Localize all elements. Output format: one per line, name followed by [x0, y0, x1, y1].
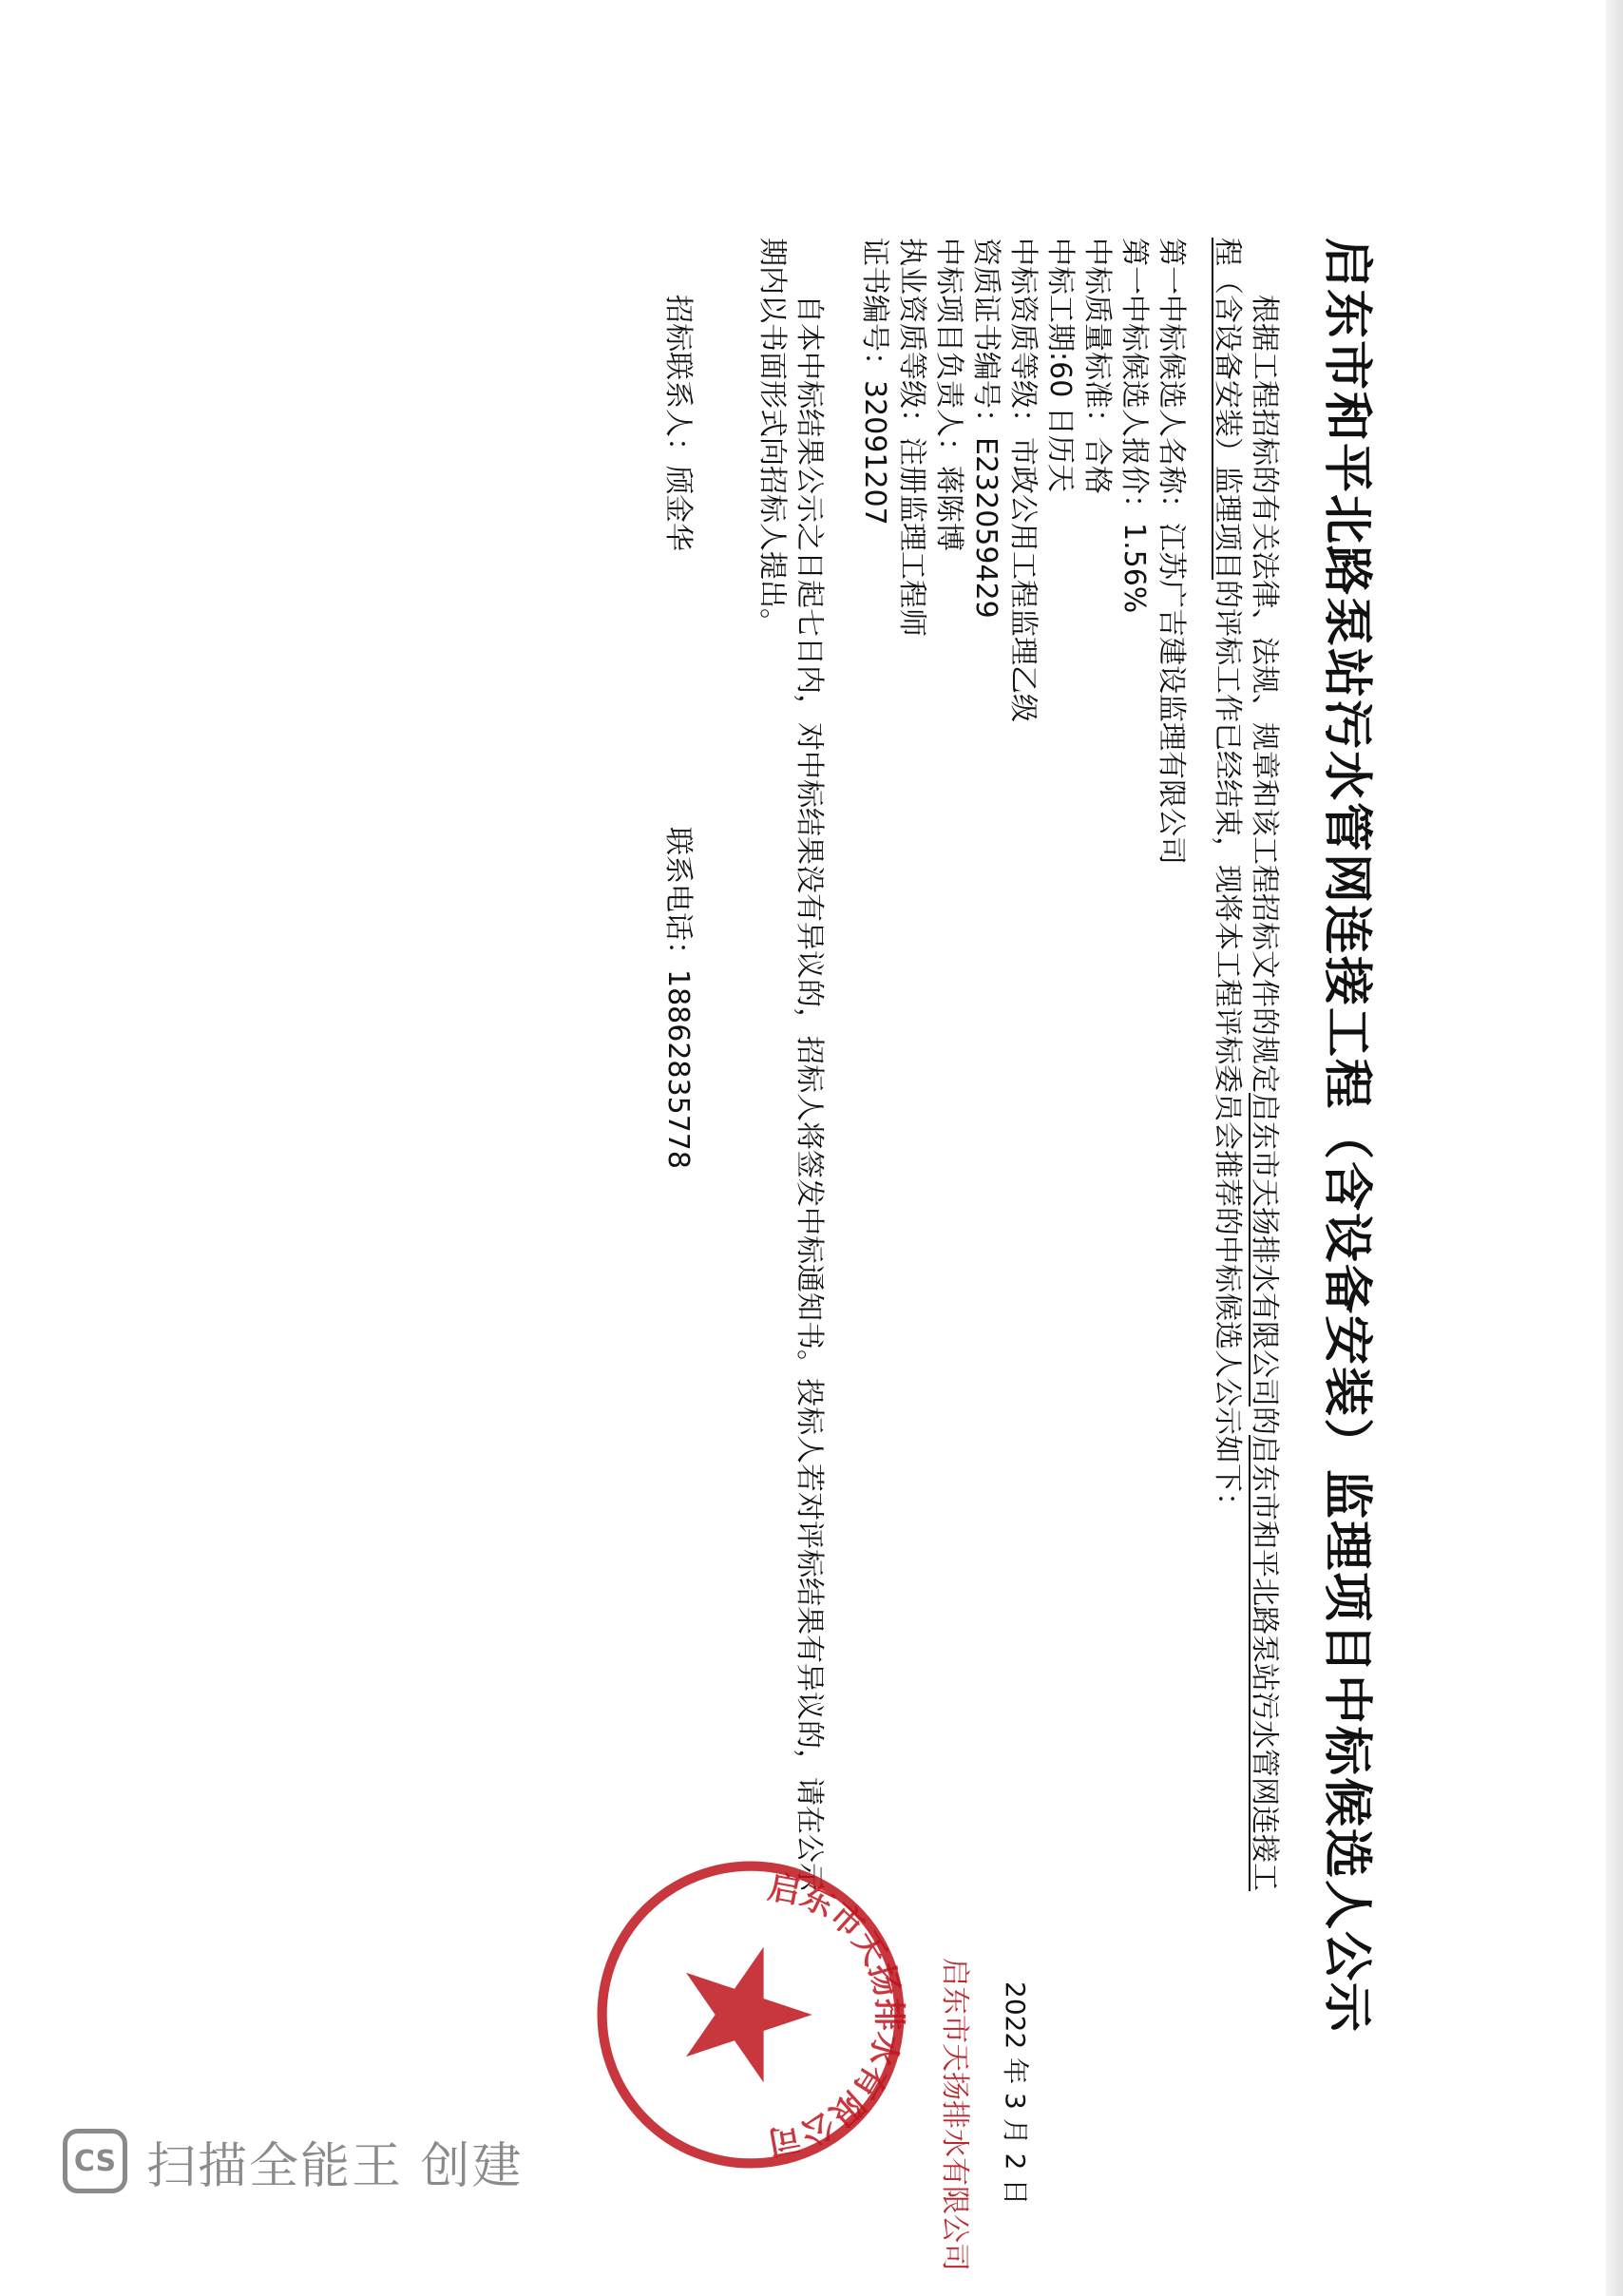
contact-person: 招标联系人：颀金华 — [661, 295, 695, 551]
scanner-watermark — [63, 2127, 524, 2195]
project-name-a: 启东市和平北路泵站污水管网连接工 — [1248, 1435, 1281, 1891]
seal-text: 启东市天扬排水有限公司 — [765, 1868, 908, 2161]
field-candidate: 第一中标候选人名称：江苏广吉建设监理有限公司 — [1155, 238, 1188, 865]
field-quality: 中标质量标准：合格 — [1080, 238, 1114, 494]
field-qualification: 中标资质等级：市政公用工程监理乙级 — [1006, 238, 1040, 722]
document-body — [659, 238, 1283, 2100]
field-practice-level: 执业资质等级：注册监理工程师 — [895, 238, 928, 637]
field-license-number: 证书编号：32091207 — [858, 238, 891, 526]
scan-edge — [1606, 0, 1623, 2296]
field-cert-number: 资质证书编号：E232059429 — [969, 238, 1002, 619]
seal-icon — [589, 1853, 912, 2176]
document-title: 启东市和平北路泵站污水管网连接工程（含设备安装）监理项目中标候选人公示 — [1318, 238, 1376, 2035]
signer-name: 启东市天扬排水有限公司 — [938, 1958, 971, 2271]
field-project-lead: 中标项目负责人：蒋陈博 — [932, 238, 965, 551]
objection-line-2: 期内以书面形式向招标人提出。 — [755, 238, 789, 637]
camscanner-icon: CS — [63, 2129, 127, 2193]
signing-date: 2022 年 3 月 2 日 — [1000, 1981, 1031, 2206]
contact-phone: 联系电话：18862835778 — [661, 827, 695, 1169]
intro-line-2: 程（含设备安装）监理项目的评标工作已经结束，现将本工程评标委员会推荐的中标候选人公示如下： — [1211, 238, 1244, 1521]
company-seal — [589, 1853, 912, 2176]
objection-line-1: 自本中标结果公示之日起七日内，对中标结果没有异议的，招标人将签发中标通知书。投标人若对评标结果有异议的，请在公示 — [792, 295, 826, 1891]
field-bid-price: 第一中标候选人报价：1.56% — [1117, 238, 1151, 614]
intro-line-1: 根据工程招标的有关法律、法规、规章和该工程招标文件的规定启东市天扬排水有限公司的启东市和平北路泵站污水管网连接工 — [1248, 295, 1281, 1891]
watermark-text: 扫描全能王 创建 — [146, 2137, 524, 2195]
contact-row — [659, 238, 697, 2100]
tenderer-name: 启东市天扬排水有限公司 — [1248, 1093, 1281, 1406]
field-duration: 中标工期:60 日历天 — [1043, 238, 1077, 492]
project-name-b: 程（含设备安装）监理项目 — [1211, 238, 1244, 580]
